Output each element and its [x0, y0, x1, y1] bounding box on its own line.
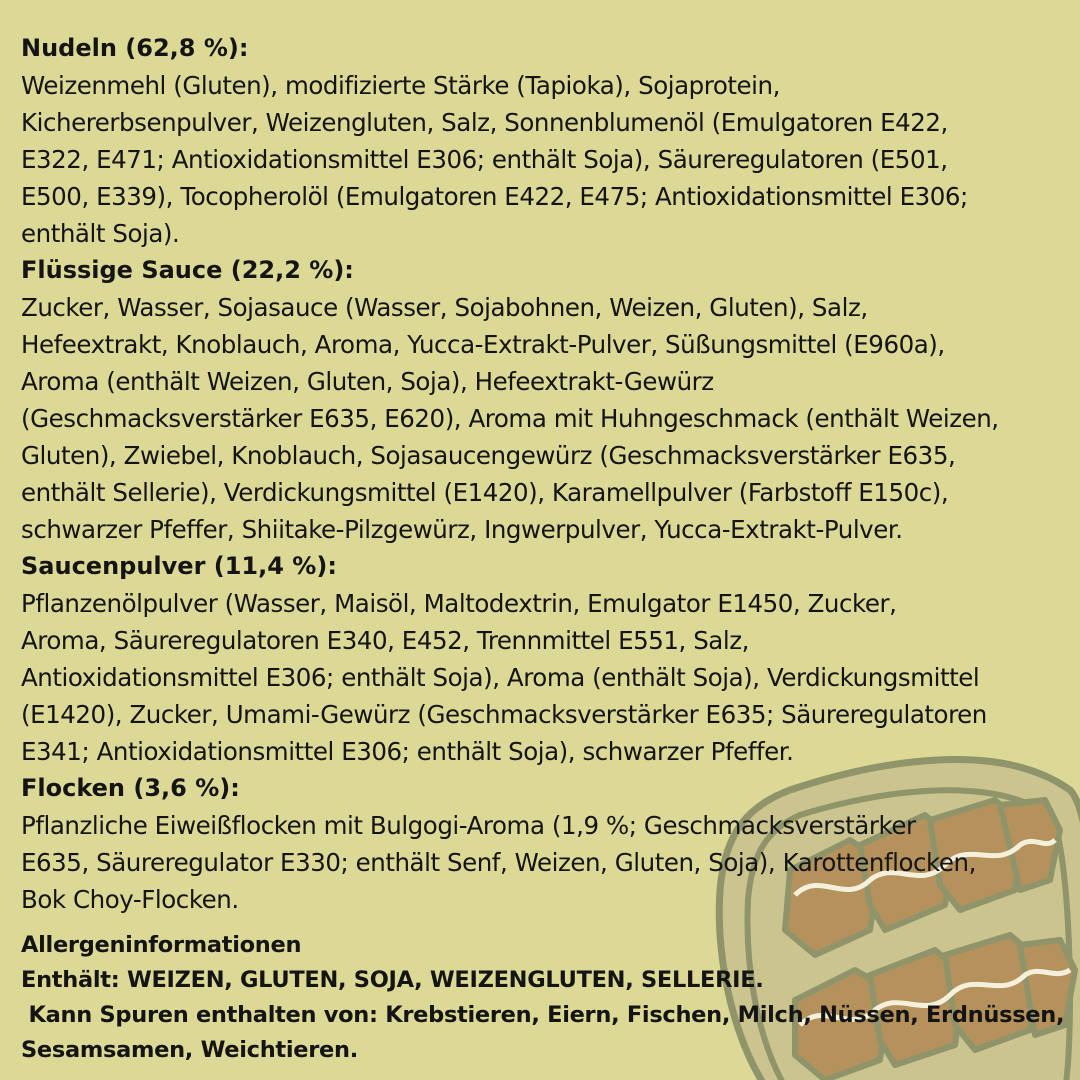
section-flocken: [21, 770, 1071, 918]
allergen-heading: Allergeninformationen: [21, 932, 302, 958]
section-title-flocken: Flocken (3,6 %):: [21, 774, 240, 802]
section-body-nudeln: Weizenmehl (Gluten), modifizierte Stärke (Tapioka), Sojaprotein, Kichererbsenpulver, Weizengluten, Salz, Sonnenblumenöl (Emulgatoren E422, E322, E471; Antioxidationsmittel E306; enthält Soja), Säureregulatoren (E501, E500, E339), Tocopherolöl (Emulgatoren E422, E475; Antioxidationsmittel E306; enthält Soja).: [21, 71, 968, 248]
section-title-nudeln: Nudeln (62,8 %):: [21, 34, 249, 62]
section-body-fluessige-sauce: Zucker, Wasser, Sojasauce (Wasser, Sojabohnen, Weizen, Gluten), Salz, Hefeextrakt, Knoblauch, Aroma, Yucca-Extrakt-Pulver, Süßungsmittel (E960a), Aroma (enthält Weizen, Gluten, Soja), Hefeextrakt-Gewürz (Geschmacksverstärker E635, E620), Aroma mit Huhngeschmack (enthält Weizen, Gluten), Zwiebel, Knoblauch, Sojasaucengewürz (Geschmacksverstärker E635, enthält Sellerie), Verdickungsmittel (E1420), Karamellpulver (Farbstoff E150c), schwarzer Pfeffer, Shiitake-Pilzgewürz, Ingwerpulver, Yucca-Extrakt-Pulver.: [21, 293, 999, 544]
allergen-traces-line-2: Sesamsamen, Weichtieren.: [21, 1037, 358, 1063]
allergen-traces-line-1: Kann Spuren enthalten von: Krebstieren, Eiern, Fischen, Milch, Nüssen, Erdnüssen,: [21, 1002, 1065, 1028]
section-title-fluessige-sauce: Flüssige Sauce (22,2 %):: [21, 256, 354, 284]
allergen-info: [21, 928, 1071, 1068]
allergen-contains: Enthält: WEIZEN, GLUTEN, SOJA, WEIZENGLUTEN, SELLERIE.: [21, 967, 764, 993]
ingredient-list: [21, 30, 1071, 1068]
section-fluessige-sauce: [21, 252, 1071, 548]
section-body-saucenpulver: Pflanzenölpulver (Wasser, Maisöl, Maltodextrin, Emulgator E1450, Zucker, Aroma, Säureregulatoren E340, E452, Trennmittel E551, Salz, Antioxidationsmittel E306; enthält Soja), Aroma (enthält Soja), Verdickungsmittel (E1420), Zucker, Umami-Gewürz (Geschmacksverstärker E635; Säureregulatoren E341; Antioxidationsmittel E306; enthält Soja), schwarzer Pfeffer.: [21, 589, 987, 766]
section-nudeln: [21, 30, 1071, 252]
section-body-flocken: Pflanzliche Eiweißflocken mit Bulgogi-Aroma (1,9 %; Geschmacksverstärker E635, Säureregulator E330; enthält Senf, Weizen, Gluten, Soja), Karottenflocken, Bok Choy-Flocken.: [21, 811, 976, 914]
section-saucenpulver: [21, 548, 1071, 770]
section-title-saucenpulver: Saucenpulver (11,4 %):: [21, 552, 337, 580]
